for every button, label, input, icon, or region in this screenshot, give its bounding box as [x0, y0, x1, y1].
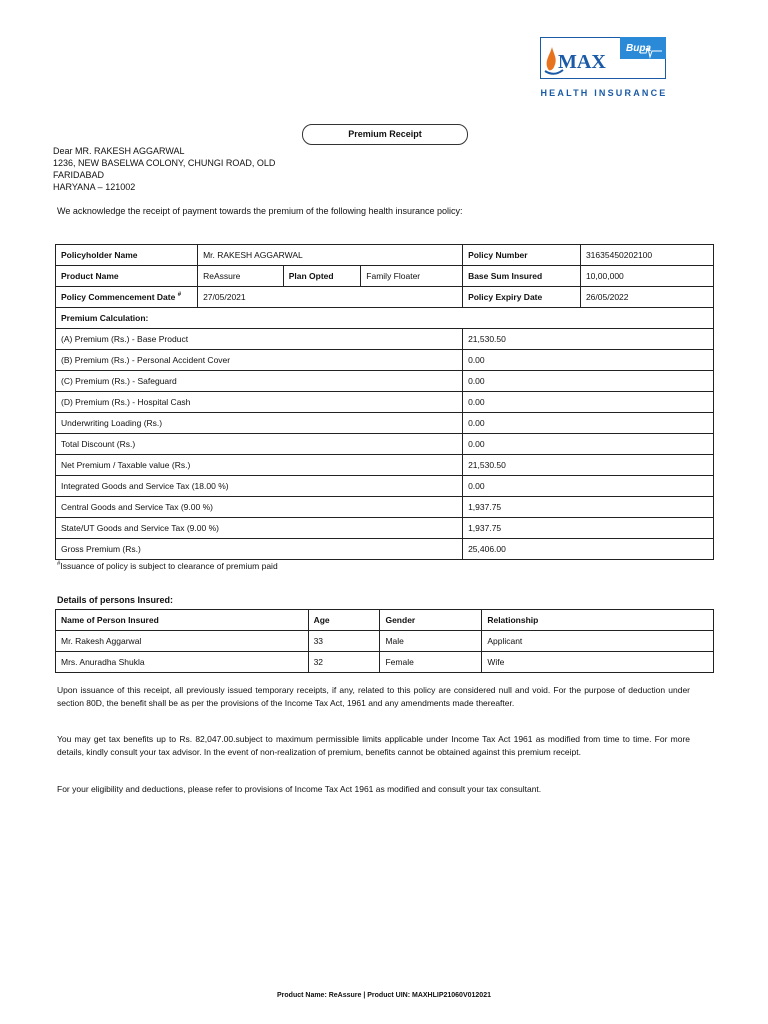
brand-tagline: HEALTH INSURANCE [540, 88, 668, 98]
commencement-mark: # [177, 292, 182, 299]
insured-name: Mr. Rakesh Aggarwal [56, 631, 309, 652]
address-state: HARYANA – 121002 [53, 182, 136, 192]
premium-rows [56, 329, 714, 560]
premium-row-value: 21,530.50 [463, 329, 714, 350]
table-row [56, 631, 714, 652]
insured-relationship: Wife [482, 652, 714, 673]
table-row [56, 245, 714, 266]
premium-row [56, 476, 714, 497]
premium-row [56, 392, 714, 413]
footer: Product Name: ReAssure | Product UIN: MAXHLIP21060V012021 [277, 992, 491, 999]
brand-name: MAX [558, 51, 606, 73]
table-row [56, 266, 714, 287]
premium-row-label: (B) Premium (Rs.) - Personal Accident Cover [56, 350, 463, 371]
page-title: Premium Receipt [302, 124, 468, 145]
commencement-label-text: Policy Commencement Date [61, 292, 176, 302]
commencement-label [56, 287, 198, 308]
address-city: FARIDABAD [53, 170, 105, 180]
insured-age: 33 [308, 631, 380, 652]
premium-row [56, 413, 714, 434]
premium-row-label: (D) Premium (Rs.) - Hospital Cash [56, 392, 463, 413]
premium-row-value: 0.00 [463, 413, 714, 434]
insured-age: 32 [308, 652, 380, 673]
address-line1: 1236, NEW BASELWA COLONY, CHUNGI ROAD, OLD [53, 158, 276, 168]
premium-row-label: Integrated Goods and Service Tax (18.00 %) [56, 476, 463, 497]
premium-calc-heading: Premium Calculation: [56, 308, 714, 329]
table-row [56, 652, 714, 673]
commencement-value: 27/05/2021 [198, 287, 463, 308]
header-age: Age [308, 610, 380, 631]
salutation: Dear MR. RAKESH AGGARWAL [53, 146, 185, 156]
insured-gender: Female [380, 652, 482, 673]
premium-row [56, 371, 714, 392]
premium-row-value: 21,530.50 [463, 455, 714, 476]
product-label: Product Name [56, 266, 198, 287]
premium-row [56, 434, 714, 455]
premium-row-label: Underwriting Loading (Rs.) [56, 413, 463, 434]
premium-row [56, 539, 714, 560]
insured-relationship: Applicant [482, 631, 714, 652]
premium-row-value: 0.00 [463, 476, 714, 497]
sum-insured-label: Base Sum Insured [463, 266, 581, 287]
table-header-row [56, 610, 714, 631]
note [57, 561, 278, 571]
policyholder-value: Mr. RAKESH AGGARWAL [198, 245, 463, 266]
expiry-label: Policy Expiry Date [463, 287, 581, 308]
premium-row [56, 455, 714, 476]
policyholder-label: Policyholder Name [56, 245, 198, 266]
plan-value: Family Floater [361, 266, 463, 287]
paragraph-eligibility: For your eligibility and deductions, please refer to provisions of Income Tax Act 1961 as modified and consult your tax consultant. [57, 784, 542, 794]
max-bupa-logo [540, 37, 666, 79]
premium-row-value: 1,937.75 [463, 518, 714, 539]
premium-row-label: (C) Premium (Rs.) - Safeguard [56, 371, 463, 392]
table-row [56, 308, 714, 329]
premium-row [56, 497, 714, 518]
plan-label: Plan Opted [283, 266, 361, 287]
paragraph-validity: Upon issuance of this receipt, all previously issued temporary receipts, if any, related to this policy are considered null and void. For the purpose of deduction under section 80D, the benefit shall be as per the provisions of the Income Tax Act, 1961 and any amendments made thereafter. [57, 685, 690, 708]
premium-row-label: Net Premium / Taxable value (Rs.) [56, 455, 463, 476]
header-relationship: Relationship [482, 610, 714, 631]
premium-row-value: 0.00 [463, 350, 714, 371]
premium-row [56, 350, 714, 371]
policy-table [55, 244, 714, 560]
premium-row-value: 25,406.00 [463, 539, 714, 560]
insured-gender: Male [380, 631, 482, 652]
premium-row-label: Total Discount (Rs.) [56, 434, 463, 455]
insured-name: Mrs. Anuradha Shukla [56, 652, 309, 673]
note-mark: # [57, 561, 61, 568]
premium-row-value: 0.00 [463, 392, 714, 413]
note-text: Issuance of policy is subject to clearance of premium paid [60, 561, 278, 571]
insured-heading: Details of persons Insured: [57, 595, 174, 605]
premium-row-label: Central Goods and Service Tax (9.00 %) [56, 497, 463, 518]
product-value: ReAssure [198, 266, 284, 287]
paragraph-tax-benefit: You may get tax benefits up to Rs. 82,047.00.subject to maximum permissible limits applicable under Income Tax Act 1961 as modified from time to time. For more details, kindly consult your tax advisor. In the event of non-realization of premium, benefits cannot be obtained against this premium receipt. [57, 734, 690, 757]
table-row [56, 287, 714, 308]
sum-insured-value: 10,00,000 [580, 266, 713, 287]
premium-row-value: 0.00 [463, 434, 714, 455]
acknowledgement-text: We acknowledge the receipt of payment towards the premium of the following health insurance policy: [57, 206, 463, 216]
premium-row-value: 0.00 [463, 371, 714, 392]
policy-number-value: 31635450202100 [580, 245, 713, 266]
bupa-wordmark: Bupa [626, 43, 651, 54]
premium-row [56, 518, 714, 539]
expiry-value: 26/05/2022 [580, 287, 713, 308]
header-gender: Gender [380, 610, 482, 631]
premium-row-label: (A) Premium (Rs.) - Base Product [56, 329, 463, 350]
header-name: Name of Person Insured [56, 610, 309, 631]
insured-table [55, 609, 714, 673]
premium-row [56, 329, 714, 350]
premium-row-label: State/UT Goods and Service Tax (9.00 %) [56, 518, 463, 539]
policy-number-label: Policy Number [463, 245, 581, 266]
premium-row-label: Gross Premium (Rs.) [56, 539, 463, 560]
premium-row-value: 1,937.75 [463, 497, 714, 518]
